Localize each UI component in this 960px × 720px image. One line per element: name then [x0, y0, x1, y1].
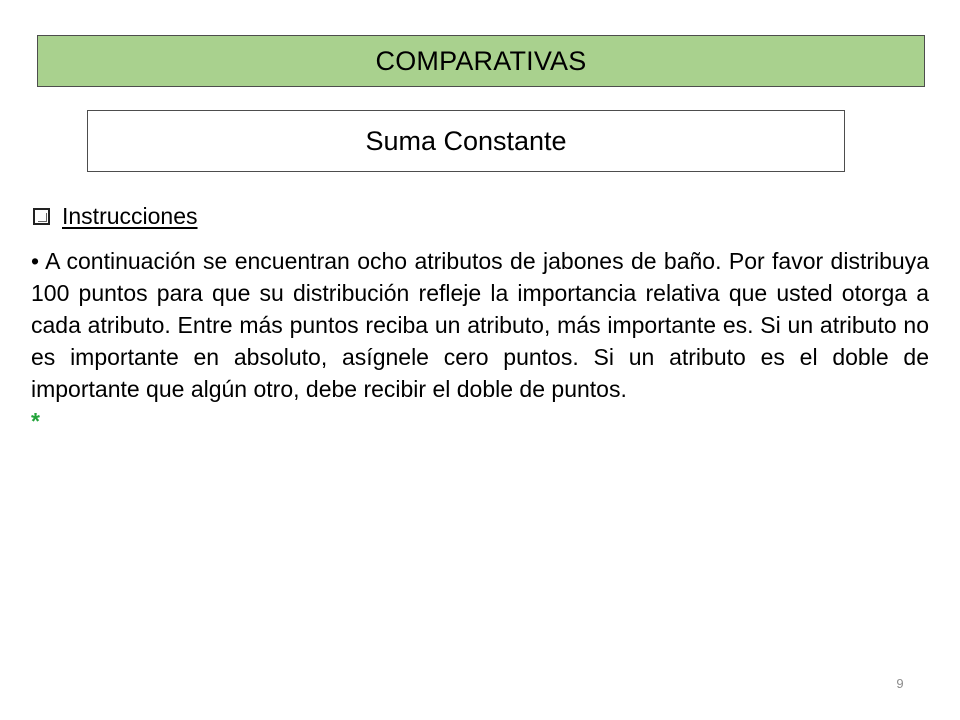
instructions-heading	[33, 203, 198, 230]
checkbox-icon	[33, 208, 50, 225]
instructions-body-text: A continuación se encuentran ocho atributos de jabones de baño. Por favor distribuya 100 puntos para que su distribución refleje la importancia relativa que usted otorga a cada atributo. Entre más puntos reciba un atributo, más importante es. Si un atributo no es importante en absoluto, asígnele cero puntos. Si un atributo es el doble de importante que algún otro, debe recibir el doble de puntos.	[31, 248, 929, 402]
slide-title-box	[37, 35, 925, 87]
bullet-icon: •	[31, 248, 40, 274]
slide-title: COMPARATIVAS	[375, 45, 587, 76]
slide-subtitle: Suma Constante	[365, 125, 567, 156]
instructions-heading-text: Instrucciones	[62, 203, 198, 229]
instructions-paragraph	[31, 245, 929, 437]
slide-subtitle-box	[87, 110, 845, 172]
required-asterisk: *	[31, 408, 40, 434]
page-number: 9	[896, 676, 904, 691]
